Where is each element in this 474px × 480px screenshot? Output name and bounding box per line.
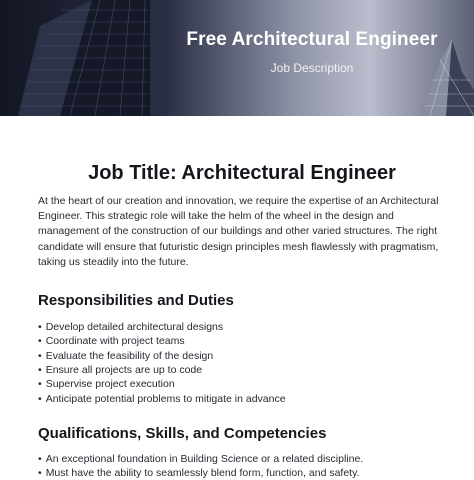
bullet-icon: • <box>38 321 42 334</box>
skyscraper-image <box>0 0 474 116</box>
bullet-icon: • <box>38 363 42 376</box>
qualifications-list <box>38 452 446 480</box>
intro-paragraph: At the heart of our creation and innovation, we require the expertise of an Architectural Engineer. This strategic role will take the helm of the wheel in the design and management of the construction of our buildings and other varied structures. The right candidate will ensure that futuristic design principles mesh flawlessly with pragmatism, taking us steadily into the future. <box>38 195 439 268</box>
bullet-icon: • <box>38 378 42 391</box>
responsibilities-list <box>38 320 446 406</box>
job-title-heading: Job Title: Architectural Engineer <box>88 162 396 184</box>
responsibilities-heading: Responsibilities and Duties <box>38 292 234 310</box>
bullet-icon: • <box>38 467 42 480</box>
banner-title: Free Architectural Engineer <box>186 29 438 50</box>
document-body <box>0 160 474 480</box>
list-item: • Coordinate with project teams <box>38 335 185 348</box>
banner-subtitle: Job Description <box>270 61 354 75</box>
qualifications-heading: Qualifications, Skills, and Competencies <box>38 424 327 442</box>
bullet-icon: • <box>38 452 42 465</box>
bullet-icon: • <box>38 349 42 362</box>
list-item: • An exceptional foundation in Building Science or a related discipline. <box>38 452 364 465</box>
list-item: • Evaluate the feasibility of the design <box>38 349 214 362</box>
bullet-icon: • <box>38 335 42 348</box>
list-item: • Supervise project execution <box>38 378 175 391</box>
header-banner <box>0 0 474 116</box>
list-item: • Ensure all projects are up to code <box>38 363 203 376</box>
list-item: • Develop detailed architectural designs <box>38 321 224 334</box>
bullet-icon: • <box>38 392 42 405</box>
list-item: • Anticipate potential problems to mitigate in advance <box>38 392 286 405</box>
list-item: • Must have the ability to seamlessly blend form, function, and safety. <box>38 467 360 480</box>
